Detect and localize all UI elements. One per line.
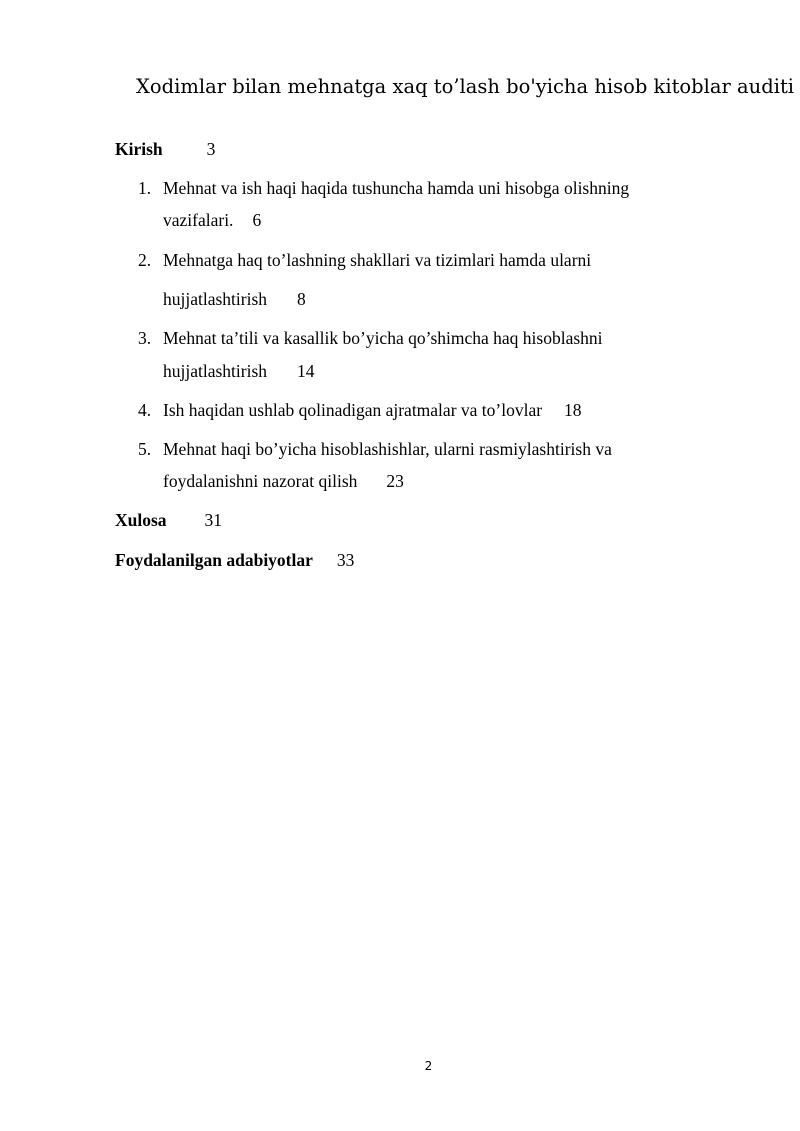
- toc-item-2-page: 8: [297, 289, 306, 309]
- toc-references-label: Foydalanilgan adabiyotlar: [115, 550, 313, 570]
- toc-intro-label: Kirish: [115, 139, 163, 159]
- toc-entry-intro: [115, 137, 215, 161]
- toc-item-5-line2-text: foydalanishni nazorat qilish: [163, 471, 358, 491]
- toc-item-3-page: 14: [297, 361, 315, 381]
- toc-entry-conclusion: [115, 508, 222, 532]
- toc-item-2-number: 2.: [138, 250, 152, 270]
- toc-item-2-line1: Mehnatga haq to’lashning shakllari va tizimlari hamda ularni: [163, 250, 592, 270]
- toc-item-1-line1: Mehnat va ish haqi haqida tushuncha hamda uni hisobga olishning: [163, 178, 630, 198]
- toc-entry-references: [115, 548, 354, 572]
- toc-intro-page: 3: [206, 139, 216, 159]
- toc-item-2-line2-text: hujjatlashtirish: [163, 289, 268, 309]
- toc-item-5-line1: Mehnat haqi bo’yicha hisoblashishlar, ularni rasmiylashtirish va: [163, 439, 612, 459]
- toc-conclusion-label: Xulosa: [115, 510, 167, 530]
- toc-item-1-line2: [163, 208, 261, 232]
- toc-item-5-page: 23: [386, 471, 404, 491]
- toc-references-page: 33: [336, 550, 355, 570]
- toc-item-4-line1: [163, 398, 582, 422]
- toc-item-5-number: 5.: [138, 439, 152, 459]
- toc-conclusion-page: 31: [204, 510, 223, 530]
- toc-item-4-line1-text: Ish haqidan ushlab qolinadigan ajratmalar va to’lovlar: [163, 400, 543, 420]
- document-title: Xodimlar bilan mehnatga xaq to’lash bo'yicha hisob kitoblar auditi: [136, 75, 795, 98]
- toc-item-4-page: 18: [564, 400, 582, 420]
- toc-item-1-number: 1.: [138, 178, 152, 198]
- toc-item-1-page: 6: [252, 210, 262, 230]
- toc-item-4-number: 4.: [138, 400, 152, 420]
- toc-item-3-line2-text: hujjatlashtirish: [163, 361, 268, 381]
- toc-item-1-line2-text: vazifalari.: [163, 210, 234, 230]
- page-number: 2: [424, 1059, 433, 1073]
- toc-item-3-line1: Mehnat ta’tili va kasallik bo’yicha qo’shimcha haq hisoblashni: [163, 328, 603, 348]
- toc-item-3-number: 3.: [138, 328, 152, 348]
- toc-item-3-line2: [163, 359, 315, 383]
- toc-item-2-line2: [163, 287, 306, 311]
- toc-item-5-line2: [163, 469, 404, 493]
